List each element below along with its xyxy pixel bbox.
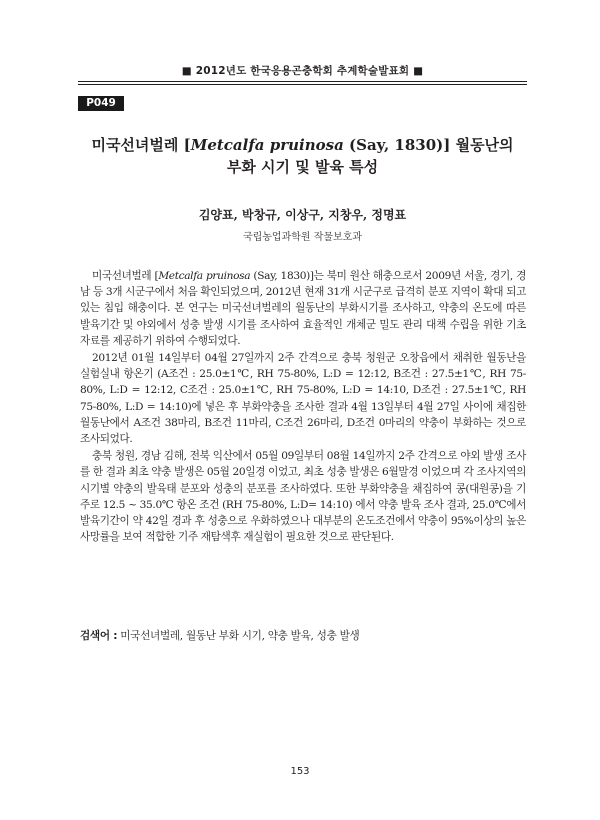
- keywords-label: 검색어 :: [80, 630, 118, 642]
- p1-scientific-name: Metcalfa pruinosa: [158, 270, 251, 282]
- p1-post: (Say, 1830)]는 북미 원산 해충으로서 2009년 서울, 경기, 경남 등 3개 시군구에서 처음 확인되었으며, 2012년 현재 31개 시군구로 급격히 분포 지역이 확대 되고 있는 침입 해충이다. 본 연구는 미국선녀벌레의 월동난의 부화시기를 조사하고, 약충의 온도에 따른 발육기간 및 야외에서 성충 발생 시기를 조사하여 효율적인 개체군 밀도 관리 대책 수립을 위한 기초 자료를 제공하기 위하여 수행되었다.: [80, 270, 526, 347]
- title-line1-post: (Say, 1830)] 월동난의: [343, 136, 514, 154]
- abstract-paragraph-1: [80, 268, 526, 349]
- title-line2: 부화 시기 및 발육 특성: [226, 158, 379, 176]
- p1-pre: 미국선녀벌레 [: [92, 270, 159, 282]
- header-rule: [78, 81, 527, 82]
- header-rule-thin: [78, 84, 527, 85]
- author-list: 김양표, 박창규, 이상구, 지창우, 정명표: [198, 208, 407, 222]
- page-number: 153: [290, 766, 310, 777]
- affiliation: 국립농업과학원 작물보호과: [242, 232, 363, 243]
- abstract-paragraph-3: 충북 청원, 경남 김해, 전북 익산에서 05월 09일부터 08월 14일까지 2주 간격으로 야외 발생 조사를 한 결과 최초 약충 발생은 05월 20일경 이었고, 최초 성충 발생은 6월말경 이었으며 각 조사지역의 시기별 약충의 발육태 분포와 성충의 분포를 조사하였다. 또한 부화약충을 채집하여 콩(대원콩)을 기주로 12.5 ~ 35.0℃ 항온 조건 (RH 75-80%, L:D= 14:10) 에서 약충 발육 조사 결과, 25.0℃에서 발육기간이 약 42일 경과 후 성충으로 우화하였으나 대부분의 온도조건에서 약충이 95%이상의 높은 사망률을 보여 적합한 기주 재탐색후 재실험이 필요한 것으로 판단된다.: [80, 450, 526, 544]
- keywords-line: [80, 628, 526, 643]
- abstract-paragraph-2: 2012년 01월 14일부터 04월 27일까지 2주 간격으로 충북 청원군 오창읍에서 채취한 월동난을 실험실내 항온기 (A조건 : 25.0±1℃, RH 75-80%, L:D = 12:12, B조건 : 27.5±1℃, RH 75-80%, L:D = 12:12, C조건 : 25.0±1℃, RH 75-80%, L:D = 14:10, D조건 : 27.5±1℃, RH 75-80%, L:D = 14:10)에 넣은 후 부화약충을 조사한 결과 4월 13일부터 4월 27일 사이에 채집한 월동난에서 A조건 38마리, B조건 11마리, C조건 26마리, D조건 0마리의 약충이 부화하는 것으로 조사되었다.: [80, 352, 526, 446]
- conference-header: ■ 2012년도 한국응용곤충학회 추계학술발표회 ■: [181, 65, 424, 77]
- keywords-text: 미국선녀벌레, 월동난 부화 시기, 약충 발육, 성충 발생: [117, 630, 360, 642]
- poster-id-badge: P049: [78, 96, 124, 111]
- title-scientific-name: Metcalfa pruinosa: [190, 136, 344, 154]
- paper-title: [60, 134, 545, 178]
- title-line1-pre: 미국선녀벌레 [: [91, 136, 191, 154]
- abstract-body: [80, 268, 526, 546]
